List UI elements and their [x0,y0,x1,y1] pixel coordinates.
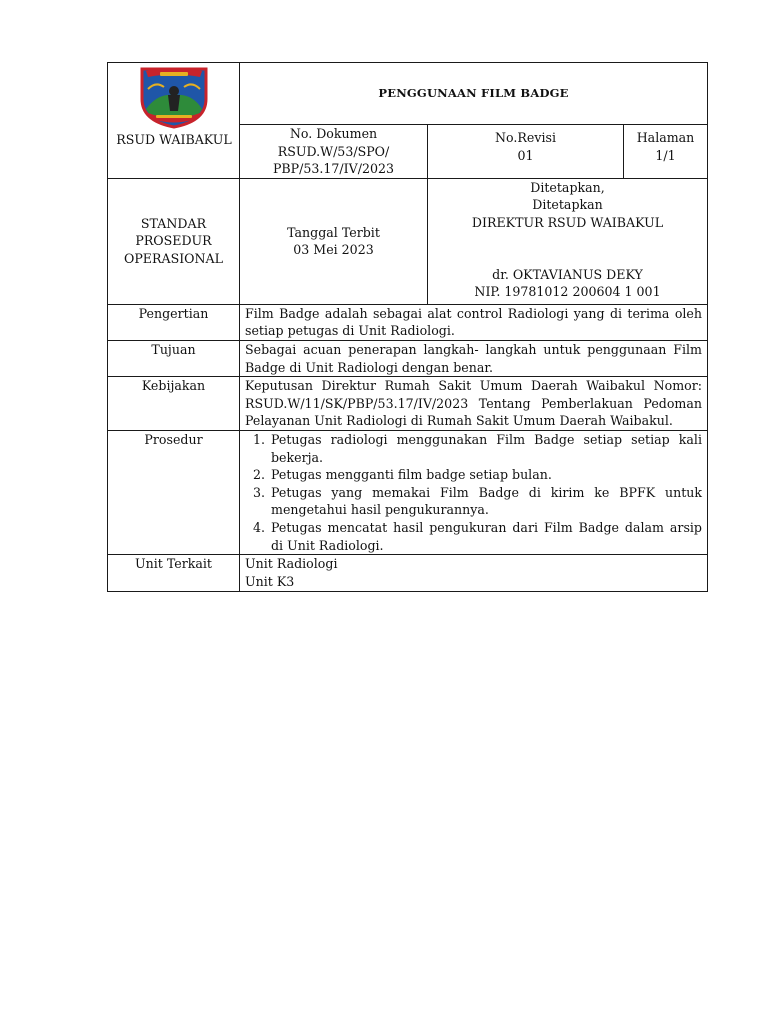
related-unit: Unit K3 [245,573,295,589]
issue-date-cell [240,178,428,304]
institution-cell [108,63,240,179]
revision-value: 01 [517,147,534,163]
issue-date-value: 03 Mei 2023 [293,242,374,258]
director-title: DIREKTUR RSUD WAIBAKUL [471,214,664,230]
definition-label: Pengertian [108,304,240,340]
related-units-cell [240,555,708,592]
page-cell [624,125,708,179]
institution-label: RSUD WAIBAKUL [116,132,232,147]
director-nip: NIP. 19781012 200604 1 001 [474,284,661,300]
established-line-2: Ditetapkan [532,197,603,213]
page-label: Halaman [636,130,695,145]
related-units-label: Unit Terkait [108,555,240,592]
institution-name [108,131,240,149]
list-item: 1. Petugas radiologi menggunakan Film Badge setiap setiap kali bekerja. [269,431,702,466]
policy-text: Keputusan Direktur Rumah Sakit Umum Daerah Waibakul Nomor: RSUD.W/11/SK/PBP/53.17/IV/2023 Tentang Pemberlakuan Pedoman Pelayanan Unit Radiologi di Rumah Sakit Umum Daerah Waibakul. [240,377,708,431]
table-row [108,430,708,554]
procedure-cell [240,430,708,554]
table-row [108,340,708,376]
related-unit: Unit Radiologi [245,556,338,572]
table-row [108,555,708,592]
page-value: 1/1 [655,147,676,163]
policy-label: Kebijakan [108,377,240,431]
document-number-value: RSUD.W/53/SPO/ PBP/53.17/IV/2023 [272,143,395,177]
hospital-logo-icon [138,65,210,129]
table-row [108,304,708,340]
issue-date-label: Tanggal Terbit [287,224,380,240]
list-item: 2. Petugas mengganti film badge setiap bulan. [269,466,702,484]
document-number-cell [240,125,428,179]
revision-cell [428,125,624,179]
list-item: 3. Petugas yang memakai Film Badge di kirim ke BPFK untuk mengetahui hasil pengukurannya. [269,484,702,519]
purpose-label: Tujuan [108,340,240,376]
signature-space [433,232,702,266]
purpose-text: Sebagai acuan penerapan langkah- langkah untuk penggunaan Film Badge di Unit Radiologi dengan benar. [240,340,708,376]
procedure-list [245,431,702,554]
approval-cell [428,178,708,304]
list-item: 4. Petugas mencatat hasil pengukuran dari Film Badge dalam arsip di Unit Radiologi. [269,519,702,554]
spo-label: STANDAR PROSEDUR OPERASIONAL [108,178,240,304]
procedure-label: Prosedur [108,430,240,554]
document-number-label: No. Dokumen [289,126,378,141]
established-line-1: Ditetapkan, [530,179,605,195]
revision-label: No.Revisi [495,130,556,145]
director-name: dr. OKTAVIANUS DEKY [492,266,643,282]
table-row [108,377,708,431]
document-title: PENGGUNAAN FILM BADGE [240,63,708,125]
definition-text: Film Badge adalah sebagai alat control Radiologi yang di terima oleh setiap petugas di Unit Radiologi. [240,304,708,340]
